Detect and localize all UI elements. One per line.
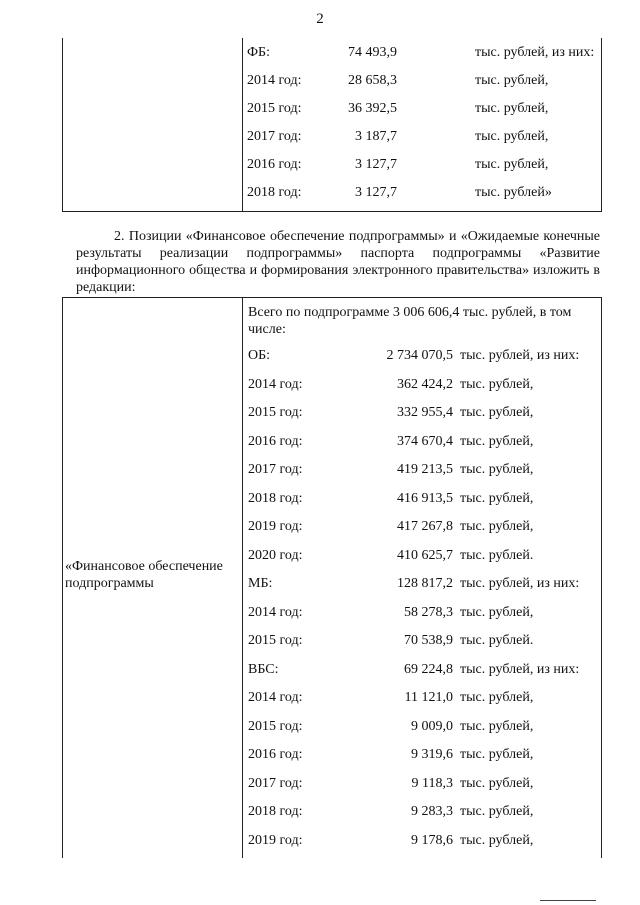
row-value: 3 127,7 bbox=[355, 185, 397, 200]
row-unit: тыс. рублей, bbox=[460, 376, 534, 392]
row-label: 2018 год: bbox=[248, 804, 303, 819]
row-unit: тыс. рублей, из них: bbox=[460, 576, 580, 591]
row-label: 2015 год: bbox=[248, 633, 303, 648]
row-value: 416 913,5 bbox=[397, 490, 453, 506]
row-value: 70 538,9 bbox=[404, 633, 453, 648]
funding-row bbox=[248, 346, 598, 366]
row-label: ВБС: bbox=[248, 661, 279, 677]
row-value: 11 121,0 bbox=[404, 690, 453, 705]
row-label: 2018 год: bbox=[247, 185, 302, 200]
row-label: 2017 год: bbox=[247, 129, 302, 144]
row-value: 9 009,0 bbox=[411, 718, 453, 734]
row-value: 2 734 070,5 bbox=[386, 348, 453, 363]
row-value: 128 817,2 bbox=[397, 576, 453, 591]
row-unit: тыс. рублей, из них: bbox=[460, 661, 580, 677]
paragraph-number: 2. bbox=[114, 229, 125, 244]
row-label: ФБ: bbox=[247, 45, 270, 60]
row-unit: тыс. рублей, bbox=[460, 604, 534, 620]
row-label: 2015 год: bbox=[247, 101, 302, 116]
funding-row bbox=[248, 432, 598, 452]
row-unit: тыс. рублей, bbox=[460, 405, 534, 420]
funding-row bbox=[248, 375, 598, 395]
row-unit: тыс. рублей, bbox=[460, 804, 534, 819]
row-label: МБ: bbox=[248, 576, 273, 591]
funding-row bbox=[248, 688, 598, 708]
column-divider bbox=[242, 298, 243, 858]
funding-row bbox=[248, 660, 598, 680]
row-label: 2018 год: bbox=[248, 490, 303, 506]
row-label: 2015 год: bbox=[248, 405, 303, 420]
row-value: 58 278,3 bbox=[404, 604, 453, 620]
funding-row bbox=[248, 460, 598, 480]
row-unit: тыс. рублей, bbox=[460, 519, 534, 534]
amendment-paragraph bbox=[76, 228, 600, 296]
funding-row bbox=[248, 546, 598, 566]
row-label: ОБ: bbox=[248, 348, 271, 363]
funding-row bbox=[248, 403, 598, 423]
row-value: 28 658,3 bbox=[348, 73, 397, 88]
funding-row bbox=[248, 517, 598, 537]
row-unit: тыс. рублей, bbox=[460, 490, 534, 506]
row-value: 69 224,8 bbox=[404, 661, 453, 677]
funding-row bbox=[248, 774, 598, 794]
row-unit: тыс. рублей» bbox=[475, 185, 552, 200]
row-unit: тыс. рублей, bbox=[460, 690, 534, 705]
funding-row bbox=[248, 489, 598, 509]
row-value: 9 319,6 bbox=[411, 747, 453, 762]
funding-table bbox=[62, 297, 602, 858]
row-label: 2019 год: bbox=[248, 832, 303, 848]
row-value: 332 955,4 bbox=[397, 405, 453, 420]
row-unit: тыс. рублей. bbox=[460, 547, 534, 563]
row-unit: тыс. рублей, из них: bbox=[475, 45, 595, 60]
row-label: 2016 год: bbox=[248, 433, 303, 449]
position-label-cell: «Финансовое обеспечение подпрограммы bbox=[65, 559, 223, 591]
row-unit: тыс. рублей, bbox=[475, 157, 549, 172]
funding-table-continuation bbox=[62, 38, 602, 212]
row-unit: тыс. рублей, bbox=[460, 433, 534, 449]
row-label: 2014 год: bbox=[247, 73, 302, 88]
row-value: 419 213,5 bbox=[397, 462, 453, 477]
funding-row bbox=[248, 603, 598, 623]
funding-row bbox=[248, 745, 598, 765]
funding-row bbox=[247, 43, 597, 63]
row-label: 2019 год: bbox=[248, 519, 303, 534]
row-value: 36 392,5 bbox=[348, 101, 397, 116]
row-unit: тыс. рублей, bbox=[460, 747, 534, 762]
row-value: 74 493,9 bbox=[348, 45, 397, 60]
row-unit: тыс. рублей, bbox=[475, 129, 549, 144]
column-divider bbox=[242, 38, 243, 211]
funding-row bbox=[248, 831, 598, 851]
funding-row bbox=[247, 71, 597, 91]
paragraph-text: Позиции «Финансовое обеспечение подпрограммы» и «Ожидаемые конечные результаты реализации подпрограммы» паспорта подпрограммы «Развитие информационного общества и формирования электронного правительства» изложить в редакции: bbox=[76, 229, 601, 295]
row-value: 3 187,7 bbox=[355, 129, 397, 144]
funding-row bbox=[248, 802, 598, 822]
row-label: 2015 год: bbox=[248, 718, 303, 734]
row-value: 3 127,7 bbox=[355, 157, 397, 172]
row-label: 2014 год: bbox=[248, 376, 303, 392]
row-unit: тыс. рублей. bbox=[460, 633, 534, 648]
row-value: 410 625,7 bbox=[397, 547, 453, 563]
row-label: 2014 год: bbox=[248, 604, 303, 620]
row-label: 2016 год: bbox=[247, 157, 302, 172]
total-funding-text: Всего по подпрограмме 3 006 606,4 тыс. рублей, в том числе: bbox=[248, 305, 572, 337]
row-unit: тыс. рублей, bbox=[460, 775, 534, 791]
funding-row bbox=[247, 183, 597, 203]
row-value: 9 178,6 bbox=[411, 832, 453, 848]
row-unit: тыс. рублей, bbox=[460, 832, 534, 848]
row-label: 2016 год: bbox=[248, 747, 303, 762]
funding-row bbox=[247, 127, 597, 147]
row-unit: тыс. рублей, bbox=[475, 73, 549, 88]
row-value: 9 118,3 bbox=[411, 775, 453, 791]
funding-row bbox=[247, 99, 597, 119]
row-unit: тыс. рублей, из них: bbox=[460, 348, 580, 363]
funding-row bbox=[248, 717, 598, 737]
row-label: 2014 год: bbox=[248, 690, 303, 705]
row-value: 374 670,4 bbox=[397, 433, 453, 449]
row-label: 2017 год: bbox=[248, 462, 303, 477]
funding-row bbox=[248, 631, 598, 651]
funding-row bbox=[248, 574, 598, 594]
funding-row bbox=[247, 155, 597, 175]
row-unit: тыс. рублей, bbox=[475, 101, 549, 116]
row-value: 362 424,2 bbox=[397, 376, 453, 392]
row-label: 2017 год: bbox=[248, 775, 303, 791]
row-value: 417 267,8 bbox=[397, 519, 453, 534]
footer-line bbox=[540, 900, 596, 901]
page-number: 2 bbox=[316, 11, 324, 27]
row-unit: тыс. рублей, bbox=[460, 462, 534, 477]
row-unit: тыс. рублей, bbox=[460, 718, 534, 734]
row-label: 2020 год: bbox=[248, 547, 303, 563]
row-value: 9 283,3 bbox=[411, 804, 453, 819]
